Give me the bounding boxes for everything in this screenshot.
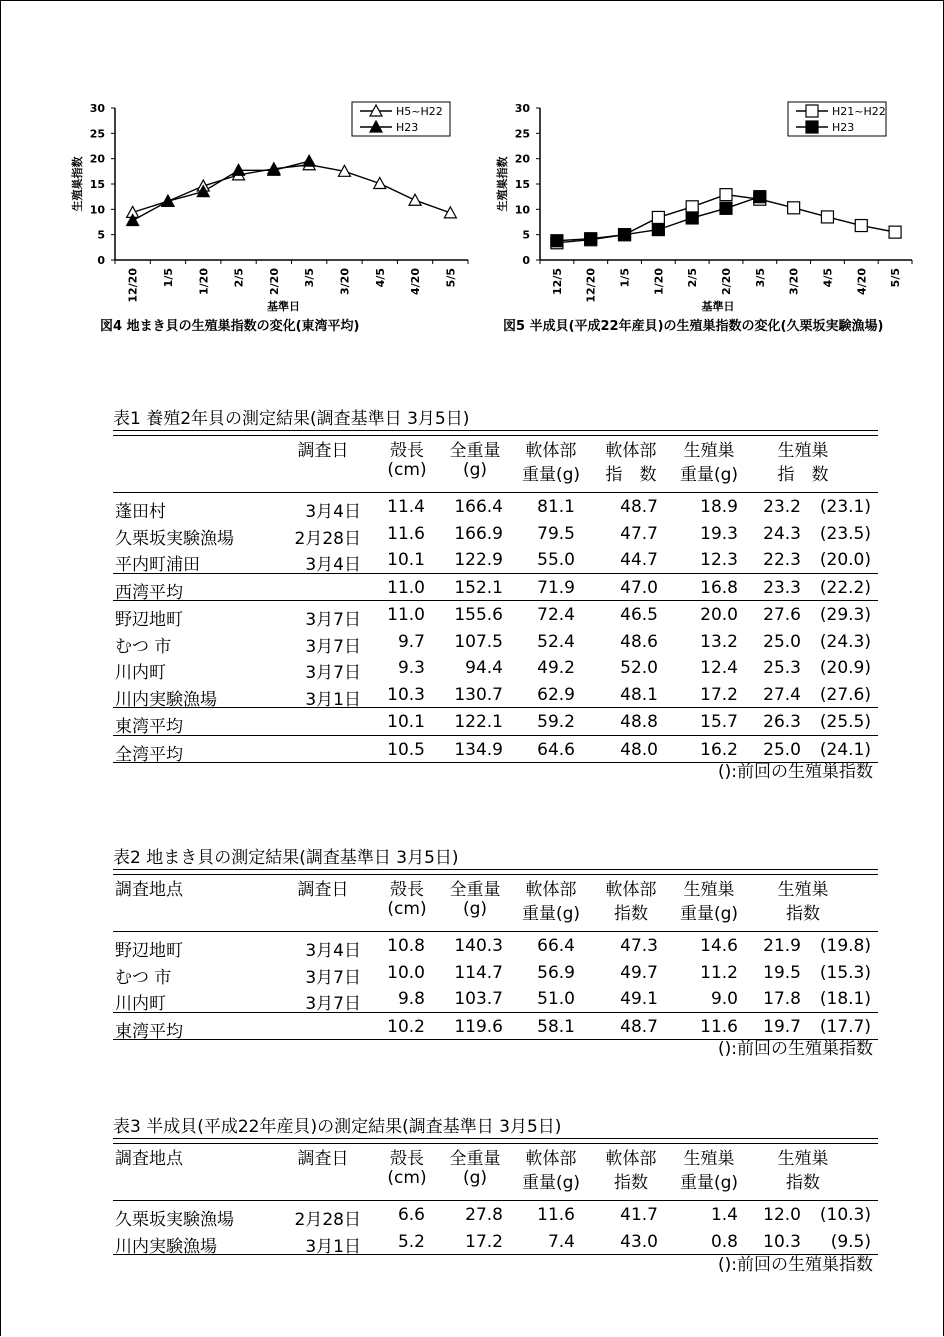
table-header [113,436,878,493]
table-title: 表3 半成貝(平成22年産貝)の測定結果(調査基準日 3月5日) [113,1116,878,1139]
data-point [889,226,901,238]
table-cell: 25.3 [763,658,801,678]
table-cell: (20.0) [819,550,871,570]
table-cell: 114.7 [454,962,503,983]
table-cell: 12.0 [763,1205,801,1225]
table-cell: 14.6 [700,936,738,956]
y-tick-label: 15 [89,178,105,191]
data-point [686,212,698,224]
x-tick-label: 4/5 [821,268,835,288]
table-cell: 23.2 [763,497,801,517]
table-cell: 野辺地町 [115,941,183,961]
data-point [686,201,698,213]
table-cell: 71.9 [537,577,575,598]
x-tick-label: 3/20 [338,268,352,295]
table-cell: 0.8 [710,1231,738,1252]
series-line [133,161,310,220]
table-cell: 19.5 [763,962,801,983]
table-cell: 野辺地町 [115,610,183,630]
table-row [113,654,878,681]
table-cell: 23.3 [763,577,801,598]
header-cell: (cm) [387,460,427,480]
table-cell: 東湾平均 [115,717,183,737]
table-cell: (23.5) [819,523,871,544]
table-cell: 17.8 [763,989,801,1009]
x-tick-label: 5/5 [444,268,458,288]
table-cell: 6.6 [397,1205,425,1225]
x-tick-label: 2/5 [686,268,700,288]
table-cell: 5.2 [397,1231,425,1252]
header-cell: 軟体部 [525,441,577,461]
header-cell: (g) [462,460,488,480]
y-tick-label: 5 [97,228,105,242]
table-cell: 81.1 [537,497,575,517]
table-cell: 47.0 [620,577,658,598]
header-cell: 重量(g) [521,904,581,924]
y-tick-label: 30 [89,102,105,115]
data-point [444,207,456,218]
data-point [855,220,867,232]
header-cell: 軟体部 [605,1149,657,1169]
header-cell: 軟体部 [525,880,577,900]
table-cell: 122.1 [454,712,503,732]
header-cell: 殻長 [390,1149,424,1169]
y-axis-label: 生殖巣指数 [496,156,509,212]
table-row [113,959,878,986]
table-cell: 10.5 [387,739,425,760]
table-cell: (29.3) [819,605,871,625]
table-cell: 41.7 [620,1205,658,1225]
table-cell: (9.5) [830,1231,871,1252]
table-cell: 19.7 [763,1016,801,1037]
table-cell: (17.7) [819,1016,871,1037]
table-row [113,932,878,959]
data-point [409,194,421,205]
header-cell: 軟体部 [525,1149,577,1169]
x-tick-label: 2/20 [267,268,281,295]
table-cell: 川内実験漁場 [115,689,217,710]
table-cell: 9.0 [710,989,738,1009]
header-cell: 指数 [614,1173,648,1193]
table-cell: 49.1 [620,989,658,1009]
table-cell: 134.9 [454,739,503,760]
header-cell: 生殖巣 [777,1149,829,1169]
data-point [720,189,732,201]
table-cell: 51.0 [537,989,575,1009]
header-cell: 重量(g) [679,904,739,924]
figure-caption: 図4 地まき貝の生殖巣指数の変化(東湾平均) [100,319,360,334]
table-cell: 9.7 [397,631,425,652]
table-cell: 48.6 [620,631,658,652]
table-cell: 43.0 [620,1231,658,1252]
table3 [113,1116,878,1255]
data-point [585,233,597,245]
table-cell: 蓬田村 [115,502,166,522]
table-cell: 3月1日 [305,1236,361,1257]
table-cell: (27.6) [819,684,871,705]
y-tick-label: 25 [514,127,530,141]
table-cell: 79.5 [537,523,575,544]
table-cell: 27.8 [465,1205,503,1225]
table-cell: 21.9 [763,936,801,956]
table-cell: 48.0 [620,739,658,760]
table-cell: (25.5) [819,712,871,732]
table-cell: 10.3 [763,1231,801,1252]
y-tick-label: 15 [514,178,530,191]
table-title: 表1 養殖2年貝の測定結果(調査基準日 3月5日) [113,408,878,431]
y-tick-label: 30 [514,102,530,115]
table-cell: 3月7日 [305,967,361,988]
table-row [113,520,878,547]
x-tick-label: 1/5 [618,268,632,288]
table-cell: 川内実験漁場 [115,1236,217,1257]
table-cell: 119.6 [454,1016,503,1037]
table-cell: 47.3 [620,936,658,956]
table-note: ():前回の生殖巣指数 [718,762,873,782]
y-axis-label: 生殖巣指数 [71,156,84,212]
y-tick-label: 25 [89,127,105,141]
table-cell: 48.7 [620,497,658,517]
x-tick-label: 1/5 [161,268,175,288]
header-cell: 生殖巣 [777,441,829,461]
table-cell: 2月28日 [294,528,361,549]
header-cell: 指 数 [605,465,657,485]
header-cell: (g) [462,899,488,919]
table-cell: 140.3 [454,936,503,956]
table-cell: 東湾平均 [115,1021,183,1042]
legend-label: H23 [832,121,855,134]
x-tick-label: 5/5 [889,268,903,288]
data-point [619,229,631,241]
table-cell: 3月7日 [305,610,361,630]
table-cell: 49.7 [620,962,658,983]
table-cell: 3月1日 [305,689,361,710]
header-cell: 調査日 [297,441,349,461]
table-cell: 1.4 [710,1205,738,1225]
table-cell: 16.8 [700,577,738,598]
table-cell: 3月4日 [305,941,361,961]
table-cell: (24.3) [819,631,871,652]
table-cell: 48.1 [620,684,658,705]
table-cell: 66.4 [537,936,575,956]
y-tick-label: 10 [514,203,530,217]
data-point [788,202,800,214]
header-cell: 全重量 [449,1149,501,1169]
header-cell: 指 数 [777,465,829,485]
table-cell: 49.2 [537,658,575,678]
table-cell: 3月7日 [305,663,361,683]
table-cell: 3月4日 [305,502,361,522]
table-cell: 18.9 [700,497,738,517]
chart-fig5 [490,95,940,340]
table1 [113,408,878,763]
table-cell: 11.4 [387,497,425,517]
table-cell: 155.6 [454,605,503,625]
y-tick-label: 20 [514,152,530,166]
table-cell: 20.0 [700,605,738,625]
table-cell: 11.6 [387,523,425,544]
table-cell: 7.4 [547,1231,575,1252]
table-cell: 12.3 [700,550,738,570]
table-cell: 3月7日 [305,636,361,657]
data-point [720,202,732,214]
table-cell: 27.4 [763,684,801,705]
y-tick-label: 0 [522,254,530,267]
header-cell: 軟体部 [605,880,657,900]
header-cell: 調査日 [297,1149,349,1169]
table-cell: 24.3 [763,523,801,544]
table-cell: 11.6 [700,1016,738,1037]
table-note: ():前回の生殖巣指数 [718,1039,873,1059]
x-tick-label: 4/5 [373,268,387,288]
header-cell: 重量(g) [521,465,581,485]
table-cell: 48.7 [620,1016,658,1037]
y-tick-label: 10 [89,203,105,217]
table-note: ():前回の生殖巣指数 [718,1255,873,1275]
x-tick-label: 3/5 [753,268,767,288]
table-cell: 19.3 [700,523,738,544]
header-cell: 指数 [786,1173,820,1193]
table-row [113,573,878,601]
table-cell: 26.3 [763,712,801,732]
data-point [652,224,664,236]
header-cell: 調査地点 [115,880,183,900]
table-cell: 11.0 [387,605,425,625]
table-row [113,546,878,573]
table-cell: 13.2 [700,631,738,652]
table-row [113,493,878,520]
data-point [821,211,833,223]
table-cell: 10.2 [387,1016,425,1037]
header-cell: 調査日 [297,880,349,900]
table-cell: 166.9 [454,523,503,544]
table-cell: 27.6 [763,605,801,625]
table-cell: (24.1) [819,739,871,760]
legend-label: H21~H22 [832,105,886,118]
table-cell: 130.7 [454,684,503,705]
table-cell: 10.1 [387,712,425,732]
series-line [133,165,451,213]
header-cell: (cm) [387,1168,427,1188]
table-cell: 10.8 [387,936,425,956]
x-tick-label: 2/20 [720,268,733,295]
data-point [374,177,386,188]
table-row [113,600,878,628]
header-cell: 軟体部 [605,441,657,461]
table-cell: 9.3 [397,658,425,678]
data-point [652,211,664,223]
x-tick-label: 3/5 [303,268,317,288]
table-cell: 17.2 [700,684,738,705]
table-cell: 64.6 [537,739,575,760]
table-cell: 52.4 [537,631,575,652]
table-cell: 11.0 [387,577,425,598]
x-axis-label: 基準日 [701,300,735,313]
legend-marker [806,121,818,133]
table-cell: 3月7日 [305,994,361,1014]
table-cell: 17.2 [465,1231,503,1252]
table-cell: (19.8) [819,936,871,956]
header-cell: 殻長 [390,880,424,900]
table-cell: 107.5 [454,631,503,652]
table-cell: 10.1 [387,550,425,570]
legend-label: H23 [396,121,419,134]
legend-marker [806,105,818,117]
y-tick-label: 0 [97,254,105,267]
table-cell: 122.9 [454,550,503,570]
table-cell: 103.7 [454,989,503,1009]
table-cell: 52.0 [620,658,658,678]
table-cell: 久栗坂実験漁場 [115,1210,234,1230]
x-tick-label: 4/20 [409,268,423,295]
legend-label: H5~H22 [396,105,443,118]
table2 [113,847,878,1040]
x-tick-label: 3/20 [787,268,801,295]
table-cell: 15.7 [700,712,738,732]
header-cell: 生殖巣 [683,880,735,900]
table-cell: 22.3 [763,550,801,570]
table-cell: 11.2 [700,962,738,983]
header-cell: 重量(g) [679,465,739,485]
table-cell: 平内町浦田 [115,555,200,575]
table-cell: 55.0 [537,550,575,570]
table-header [113,1144,878,1201]
y-tick-label: 5 [522,228,530,242]
table-cell: 11.6 [537,1205,575,1225]
x-tick-label: 12/20 [126,268,140,303]
table-cell: 久栗坂実験漁場 [115,528,234,549]
header-cell: 調査地点 [115,1149,183,1169]
table-cell: 25.0 [763,739,801,760]
table-cell: (15.3) [819,962,871,983]
table-cell: 46.5 [620,605,658,625]
table-cell: 56.9 [537,962,575,983]
table-cell: (10.3) [819,1205,871,1225]
header-cell: (cm) [387,899,427,919]
table-cell: 94.4 [465,658,503,678]
table-cell: 川内町 [115,994,166,1014]
table-row [113,681,878,708]
table-cell: 16.2 [700,739,738,760]
table-cell: 58.1 [537,1016,575,1037]
table-cell: 12.4 [700,658,738,678]
table-cell: 44.7 [620,550,658,570]
table-cell: (23.1) [819,497,871,517]
y-tick-label: 20 [89,152,105,166]
table-cell: 25.0 [763,631,801,652]
header-cell: 指数 [614,904,648,924]
header-cell: 殻長 [390,441,424,461]
table-row [113,1201,878,1228]
header-cell: 生殖巣 [683,1149,735,1169]
x-tick-label: 12/20 [584,268,598,303]
header-cell: (g) [462,1168,488,1188]
header-cell: 全重量 [449,880,501,900]
table-cell: 全湾平均 [115,744,183,765]
table-cell: 10.3 [387,684,425,705]
table-title: 表2 地まき貝の測定結果(調査基準日 3月5日) [113,847,878,870]
table-cell: 152.1 [454,577,503,598]
table-cell: 47.7 [620,523,658,544]
header-cell: 重量(g) [521,1173,581,1193]
table-cell: 62.9 [537,684,575,705]
table-cell: 西湾平均 [115,582,183,603]
table-row [113,707,878,735]
table-row [113,985,878,1012]
x-tick-label: 1/20 [652,268,666,295]
data-point [551,235,563,247]
table-cell: 166.4 [454,497,503,517]
x-tick-label: 4/20 [855,268,869,295]
x-tick-label: 12/5 [550,268,564,295]
x-axis-label: 基準日 [267,300,300,313]
header-cell: 生殖巣 [777,880,829,900]
table-cell: (22.2) [819,577,871,598]
header-cell: 生殖巣 [683,441,735,461]
data-point [754,191,766,203]
header-cell: 全重量 [449,441,501,461]
header-cell: 重量(g) [679,1173,739,1193]
table-row [113,628,878,655]
figure-caption: 図5 半成貝(平成22年産貝)の生殖巣指数の変化(久栗坂実験漁場) [503,319,884,334]
table-cell: 3月4日 [305,555,361,575]
table-cell: 9.8 [397,989,425,1009]
table-cell: むつ 市 [115,967,172,988]
chart-fig4 [60,95,480,340]
table-cell: (20.9) [819,658,871,678]
data-point [303,155,315,166]
header-cell: 指数 [786,904,820,924]
table-cell: 川内町 [115,663,166,683]
table-cell: むつ 市 [115,636,172,657]
table-cell: 10.0 [387,962,425,983]
table-cell: (18.1) [819,989,871,1009]
table-cell: 72.4 [537,605,575,625]
table-cell: 59.2 [537,712,575,732]
table-cell: 2月28日 [294,1210,361,1230]
table-cell: 48.8 [620,712,658,732]
table-header [113,875,878,932]
x-tick-label: 2/5 [232,268,246,288]
x-tick-label: 1/20 [197,268,211,295]
